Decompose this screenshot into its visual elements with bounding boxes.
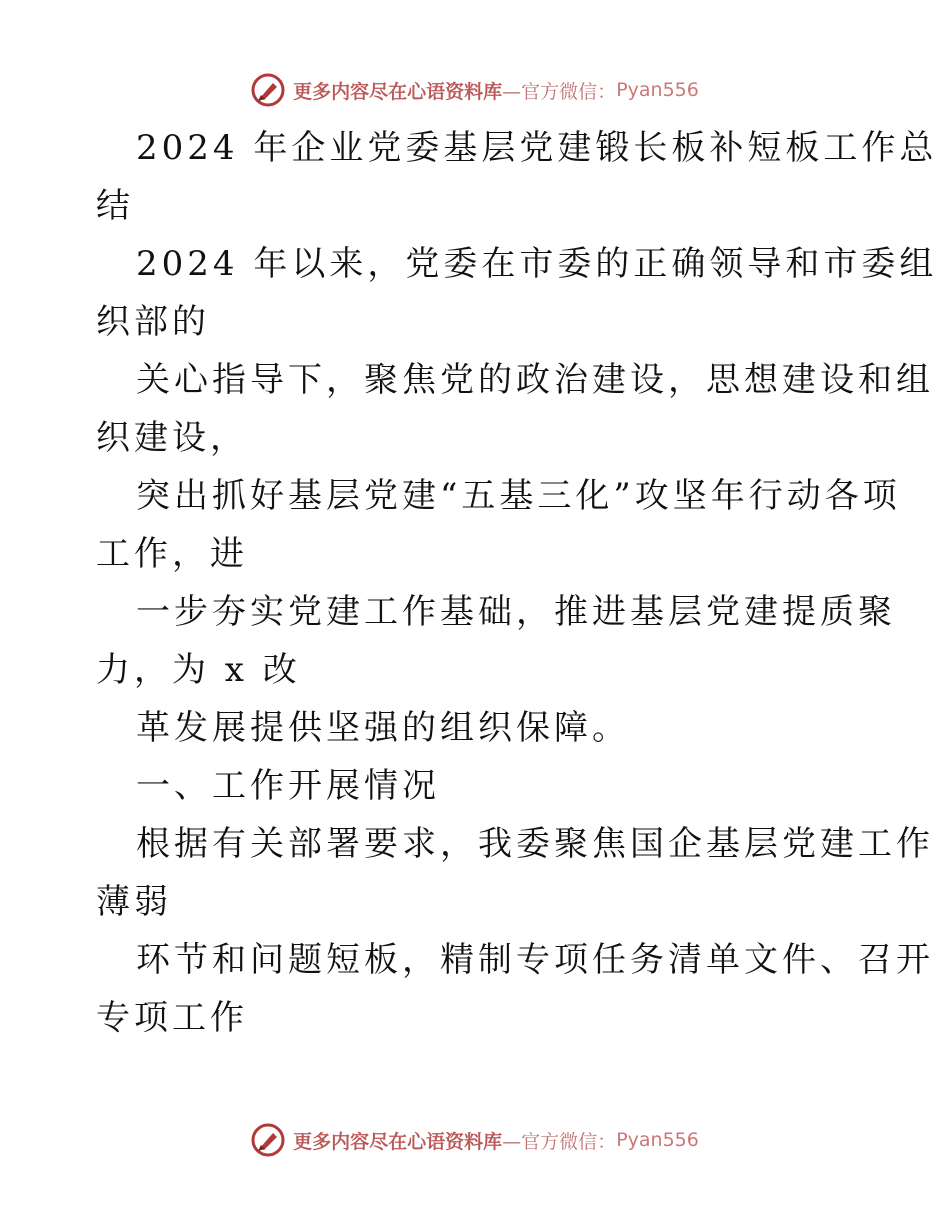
watermark-separator: —官方微信： (502, 80, 617, 103)
watermark-account: Pyan556 (616, 1129, 699, 1151)
watermark-separator: —官方微信： (502, 1130, 617, 1153)
doc-line-14: 薄弱 (96, 882, 172, 922)
doc-line-13: 根据有关部署要求，我委聚焦国企基层党建工作 (136, 824, 934, 864)
doc-line-6: 织建设， (96, 418, 248, 458)
doc-line-3: 2024 年以来，党委在市委的正确领导和市委组 (136, 244, 938, 284)
doc-line-4: 织部的 (96, 302, 210, 342)
doc-line-9: 一步夯实党建工作基础，推进基层党建提质聚 (136, 592, 896, 632)
doc-line-8: 工作，进 (96, 534, 248, 574)
doc-line-11: 革发展提供坚强的组织保障。 (136, 708, 630, 748)
watermark-account: Pyan556 (616, 79, 699, 101)
doc-line-15: 环节和问题短板，精制专项任务清单文件、召开 (136, 940, 934, 980)
pen-badge-icon (251, 1123, 285, 1157)
doc-line-16: 专项工作 (96, 998, 248, 1038)
doc-line-title-1: 2024 年企业党委基层党建锻长板补短板工作总 (136, 128, 938, 168)
pen-badge-icon (251, 73, 285, 107)
watermark-main-text: 更多内容尽在心语资料库 (293, 80, 503, 103)
section-heading: 一、工作开展情况 (136, 766, 440, 806)
doc-line-5: 关心指导下，聚焦党的政治建设，思想建设和组 (136, 360, 934, 400)
doc-line-title-2: 结 (96, 186, 134, 226)
doc-line-7: 突出抓好基层党建“五基三化”攻坚年行动各项 (136, 476, 901, 516)
footer-watermark (0, 1118, 950, 1162)
doc-line-10: 力，为 x 改 (96, 650, 301, 690)
header-watermark (0, 68, 950, 112)
watermark-main-text: 更多内容尽在心语资料库 (293, 1130, 503, 1153)
